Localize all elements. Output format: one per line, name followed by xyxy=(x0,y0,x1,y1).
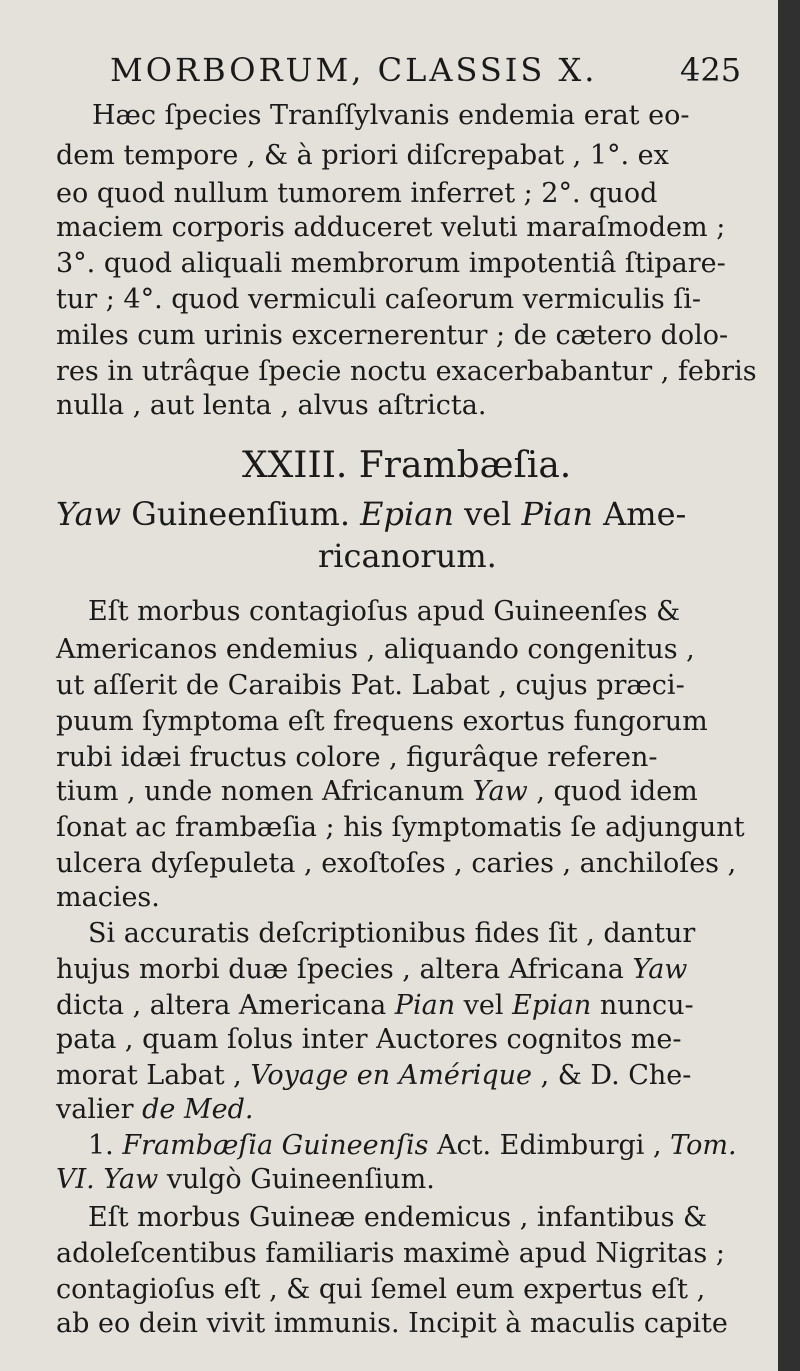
text-line: tium , unde nomen Africanum Yaw , quod idem xyxy=(56,776,698,807)
text-line-content: eo quod nullum tumorem inferret ; 2°. quod xyxy=(56,178,658,209)
text-line-content: maciem corporis adduceret veluti maraſmodem ; xyxy=(56,212,726,243)
section-subtitle: Yaw Guineenſium. Epian vel Pian Ame- xyxy=(56,495,687,533)
text-line: dicta , altera Americana Pian vel Epian nuncu- xyxy=(56,990,694,1021)
text-line-content: nulla , aut lenta , alvus aſtricta. xyxy=(56,390,487,421)
text-line: Eſt morbus contagioſus apud Guineenſes & xyxy=(88,596,681,627)
text-line: contagioſus eſt , & qui ſemel eum expertus eſt , xyxy=(56,1274,706,1305)
text-line: ab eo dein vivit immunis. Incipit à maculis capite xyxy=(56,1308,728,1339)
running-head xyxy=(0,46,778,94)
text-line: 1. Frambæſia Guineenſis Act. Edimburgi , Tom. xyxy=(88,1130,737,1161)
text-line: adoleſcentibus familiaris maximè apud Nigritas ; xyxy=(56,1238,725,1269)
section-title: XXIII. Frambæſia. xyxy=(242,445,572,486)
text-line: Americanos endemius , aliquando congenitus , xyxy=(56,634,695,665)
text-line xyxy=(0,384,778,428)
text-line: hujus morbi duæ ſpecies , altera Africana Yaw xyxy=(56,954,688,985)
text-line xyxy=(0,94,778,138)
text-line: VI. Yaw vulgò Guineenſium. xyxy=(56,1164,435,1195)
text-line: pata , quam ſolus inter Auctores cognitos me- xyxy=(56,1024,682,1055)
text-line-content: res in utrâque ſpecie noctu exacerbabantur , febris xyxy=(56,356,757,387)
section-subtitle-continued: ricanorum. xyxy=(318,537,497,575)
text-line: macies. xyxy=(56,882,160,913)
text-line: rubi idæi fructus colore , figurâque referen- xyxy=(56,742,658,773)
text-line-content: miles cum urinis excernerentur ; de cætero dolo- xyxy=(56,320,729,351)
text-line: puum ſymptoma eſt frequens exortus fungorum xyxy=(56,706,708,737)
text-line: ſonat ac frambæſia ; his ſymptomatis ſe adjungunt xyxy=(56,812,745,843)
text-line: ut aſſerit de Caraibis Pat. Labat , cujus præci- xyxy=(56,670,685,701)
text-line-content: 3°. quod aliquali membrorum impotentiâ ſtipare- xyxy=(56,248,726,279)
text-line-content: tur ; 4°. quod vermiculi caſeorum vermiculis ſi- xyxy=(56,284,702,315)
text-line: valier de Med. xyxy=(56,1094,254,1125)
text-line-content: Hæc ſpecies Tranſſylvanis endemia erat eo- xyxy=(92,100,690,131)
text-line: morat Labat , Voyage en Amérique , & D. Che- xyxy=(56,1060,692,1091)
text-line: ulcera dyſepuleta , exoſtoſes , caries , anchiloſes , xyxy=(56,848,737,879)
text-line-content: dem tempore , & à priori diſcrepabat , 1°. ex xyxy=(56,140,669,171)
running-head-title: MORBORUM, CLASSIS X. xyxy=(110,51,598,89)
text-line: Eſt morbus Guineæ endemicus , infantibus & xyxy=(88,1202,708,1233)
text-line: Si accuratis deſcriptionibus fides ſit , dantur xyxy=(88,918,696,949)
page-edge xyxy=(778,0,800,1371)
page-number: 425 xyxy=(680,51,742,89)
